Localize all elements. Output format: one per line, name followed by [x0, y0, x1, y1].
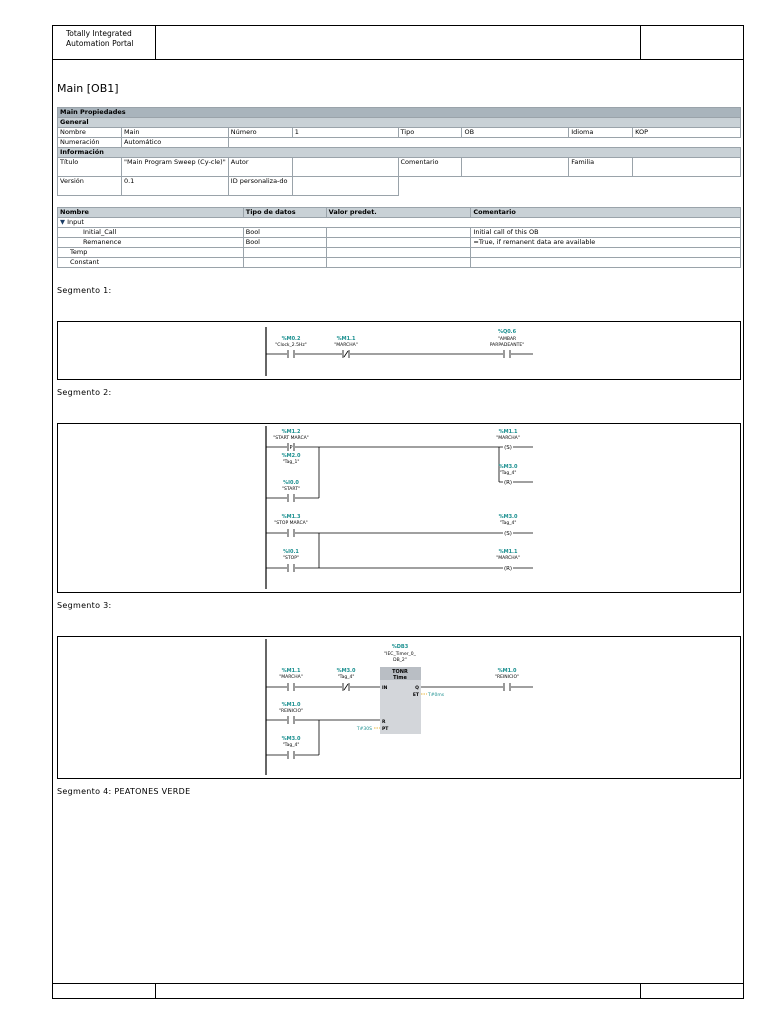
prop-label: Número	[228, 128, 292, 138]
row-default	[326, 228, 471, 238]
prop-value	[462, 158, 569, 177]
svg-text:(S): (S)	[504, 531, 512, 537]
db-tag: "IEC_Timer_0_	[384, 652, 416, 657]
coil-tag: "MARCHA"	[496, 436, 520, 441]
contact-tag: "Tag_4"	[337, 675, 355, 680]
timer-type: TONR	[392, 669, 408, 675]
db-tag: DB_2"	[393, 658, 407, 663]
header-app-name	[66, 29, 134, 49]
pin-r: R	[382, 720, 386, 725]
segment-title: Segmento 3:	[57, 601, 112, 610]
footer-col-divider	[155, 983, 156, 999]
output-address: %M1.0	[497, 668, 517, 674]
pt-value: T#30S	[356, 727, 372, 732]
interface-header: Comentario	[471, 208, 741, 218]
output-tag: "REINICIO"	[494, 675, 520, 680]
prop-value: 0.1	[121, 177, 228, 196]
row-type: Bool	[243, 228, 326, 238]
contact-tag: "REINICIO"	[278, 709, 304, 714]
triangle-down-icon[interactable]: ▼	[60, 218, 65, 226]
header-col-divider	[155, 25, 156, 59]
coil-tag: "Tag_4"	[499, 521, 517, 526]
table-row	[58, 258, 741, 268]
coil-address: %M1.1	[498, 429, 518, 435]
prop-value: Automático	[121, 138, 228, 148]
section-general: General	[58, 118, 741, 128]
prop-label: Familia	[569, 158, 633, 177]
row-type	[243, 258, 326, 268]
interface-header: Valor predet.	[326, 208, 471, 218]
svg-text:(R): (R)	[503, 566, 513, 572]
svg-text:(S): (S)	[504, 445, 512, 451]
segment-network[interactable]	[57, 423, 741, 593]
contact-address: %M1.3	[281, 514, 301, 520]
prop-label: Numeración	[58, 138, 122, 148]
prop-value: 1	[292, 128, 398, 138]
prop-label: Idioma	[569, 128, 633, 138]
ladder-diagram	[58, 637, 742, 780]
contact-tag: "START MARCA"	[273, 436, 309, 441]
row-comment	[471, 258, 741, 268]
row-comment	[471, 248, 741, 258]
prop-value: Main	[121, 128, 228, 138]
prop-label: Comentario	[398, 158, 462, 177]
contact-address: %M0.2	[281, 336, 301, 342]
contact-address: %M3.0	[336, 668, 356, 674]
row-name: Temp	[58, 248, 244, 258]
contact-tag: "STOP MARCA"	[274, 521, 308, 526]
ladder-diagram	[58, 322, 742, 381]
segment-title: Segmento 1:	[57, 286, 112, 295]
pin-pt: PT	[382, 727, 389, 732]
segment-title: Segmento 2:	[57, 388, 112, 397]
empty-cell	[398, 177, 740, 196]
pin-in: IN	[382, 686, 388, 691]
contact-address: %M1.1	[336, 336, 356, 342]
output-address: %Q0.6	[497, 329, 517, 335]
table-row	[58, 228, 741, 238]
empty-cell	[228, 138, 740, 148]
contact-address: %M2.0	[281, 453, 301, 459]
segment-network[interactable]	[57, 636, 741, 779]
interface-header: Nombre	[58, 208, 244, 218]
contact-address: %M3.0	[281, 736, 301, 742]
prop-label: Nombre	[58, 128, 122, 138]
prop-value	[292, 177, 398, 196]
prop-label: ID personaliza-do	[228, 177, 292, 196]
prop-label: Título	[58, 158, 122, 177]
prop-label: Autor	[228, 158, 292, 177]
header-col-divider	[640, 25, 641, 59]
segment-network[interactable]	[57, 321, 741, 380]
contact-address: %I0.0	[283, 480, 299, 486]
coil-tag: "Tag_4"	[499, 471, 517, 476]
prop-label: Tipo	[398, 128, 462, 138]
coil-address: %M3.0	[498, 464, 518, 470]
prop-value	[633, 158, 741, 177]
input-label: Input	[67, 218, 84, 226]
coil-address: %M1.1	[498, 549, 518, 555]
svg-text:(R): (R)	[503, 480, 513, 486]
prop-label: Versión	[58, 177, 122, 196]
contact-tag: "MARCHA"	[334, 343, 358, 348]
contact-tag: "START"	[281, 487, 301, 492]
pin-et: ET	[412, 693, 419, 698]
coil-tag: "MARCHA"	[496, 556, 520, 561]
output-tag: PARPADEANTE"	[489, 343, 525, 348]
prop-value	[292, 158, 398, 177]
row-comment: =True, if remanent data are available	[471, 238, 741, 248]
page-title: Main [OB1]	[57, 82, 119, 95]
row-type: Bool	[243, 238, 326, 248]
contact-address: %I0.1	[283, 549, 299, 555]
db-address: %DB3	[391, 644, 409, 650]
contact-tag: "Tag_4"	[282, 743, 300, 748]
section-informacion: Información	[58, 148, 741, 158]
ladder-diagram	[58, 424, 742, 594]
timer-unit: Time	[393, 675, 407, 681]
row-name: Constant	[58, 258, 244, 268]
row-default	[326, 238, 471, 248]
row-name: Remanence	[58, 238, 244, 248]
contact-tag: "Tag_1"	[282, 460, 300, 465]
interface-table	[57, 207, 741, 268]
row-default	[326, 258, 471, 268]
header-app-line1: Totally Integrated	[66, 29, 132, 38]
row-comment: Initial call of this OB	[471, 228, 741, 238]
row-default	[326, 248, 471, 258]
contact-tag: "MARCHA"	[279, 675, 303, 680]
contact-tag: "Clock_2.5Hz"	[275, 343, 307, 348]
prop-value: "Main Program Sweep (Cy-cle)"	[121, 158, 228, 177]
contact-address: %M1.1	[281, 668, 301, 674]
table-row	[58, 238, 741, 248]
table-row	[58, 248, 741, 258]
output-tag: "AMBAR	[497, 337, 517, 342]
properties-table	[57, 107, 741, 196]
contact-address: %M1.0	[281, 702, 301, 708]
interface-header: Tipo de datos	[243, 208, 326, 218]
interface-group-input[interactable]	[58, 218, 741, 228]
header-app-line2: Automation Portal	[66, 39, 134, 48]
segment-title: Segmento 4: PEATONES VERDE	[57, 787, 191, 796]
header-divider	[52, 59, 744, 60]
coil-address: %M3.0	[498, 514, 518, 520]
contact-tag: "STOP"	[282, 556, 300, 561]
section-properties: Main Propiedades	[58, 108, 741, 118]
row-type	[243, 248, 326, 258]
prop-value: OB	[462, 128, 569, 138]
pin-q: Q	[415, 686, 419, 691]
prop-value: KOP	[633, 128, 741, 138]
contact-address: %M1.2	[281, 429, 301, 435]
et-value: T#0ms	[428, 693, 445, 698]
svg-text:P: P	[289, 445, 293, 451]
footer-col-divider	[640, 983, 641, 999]
row-name: Initial_Call	[58, 228, 244, 238]
